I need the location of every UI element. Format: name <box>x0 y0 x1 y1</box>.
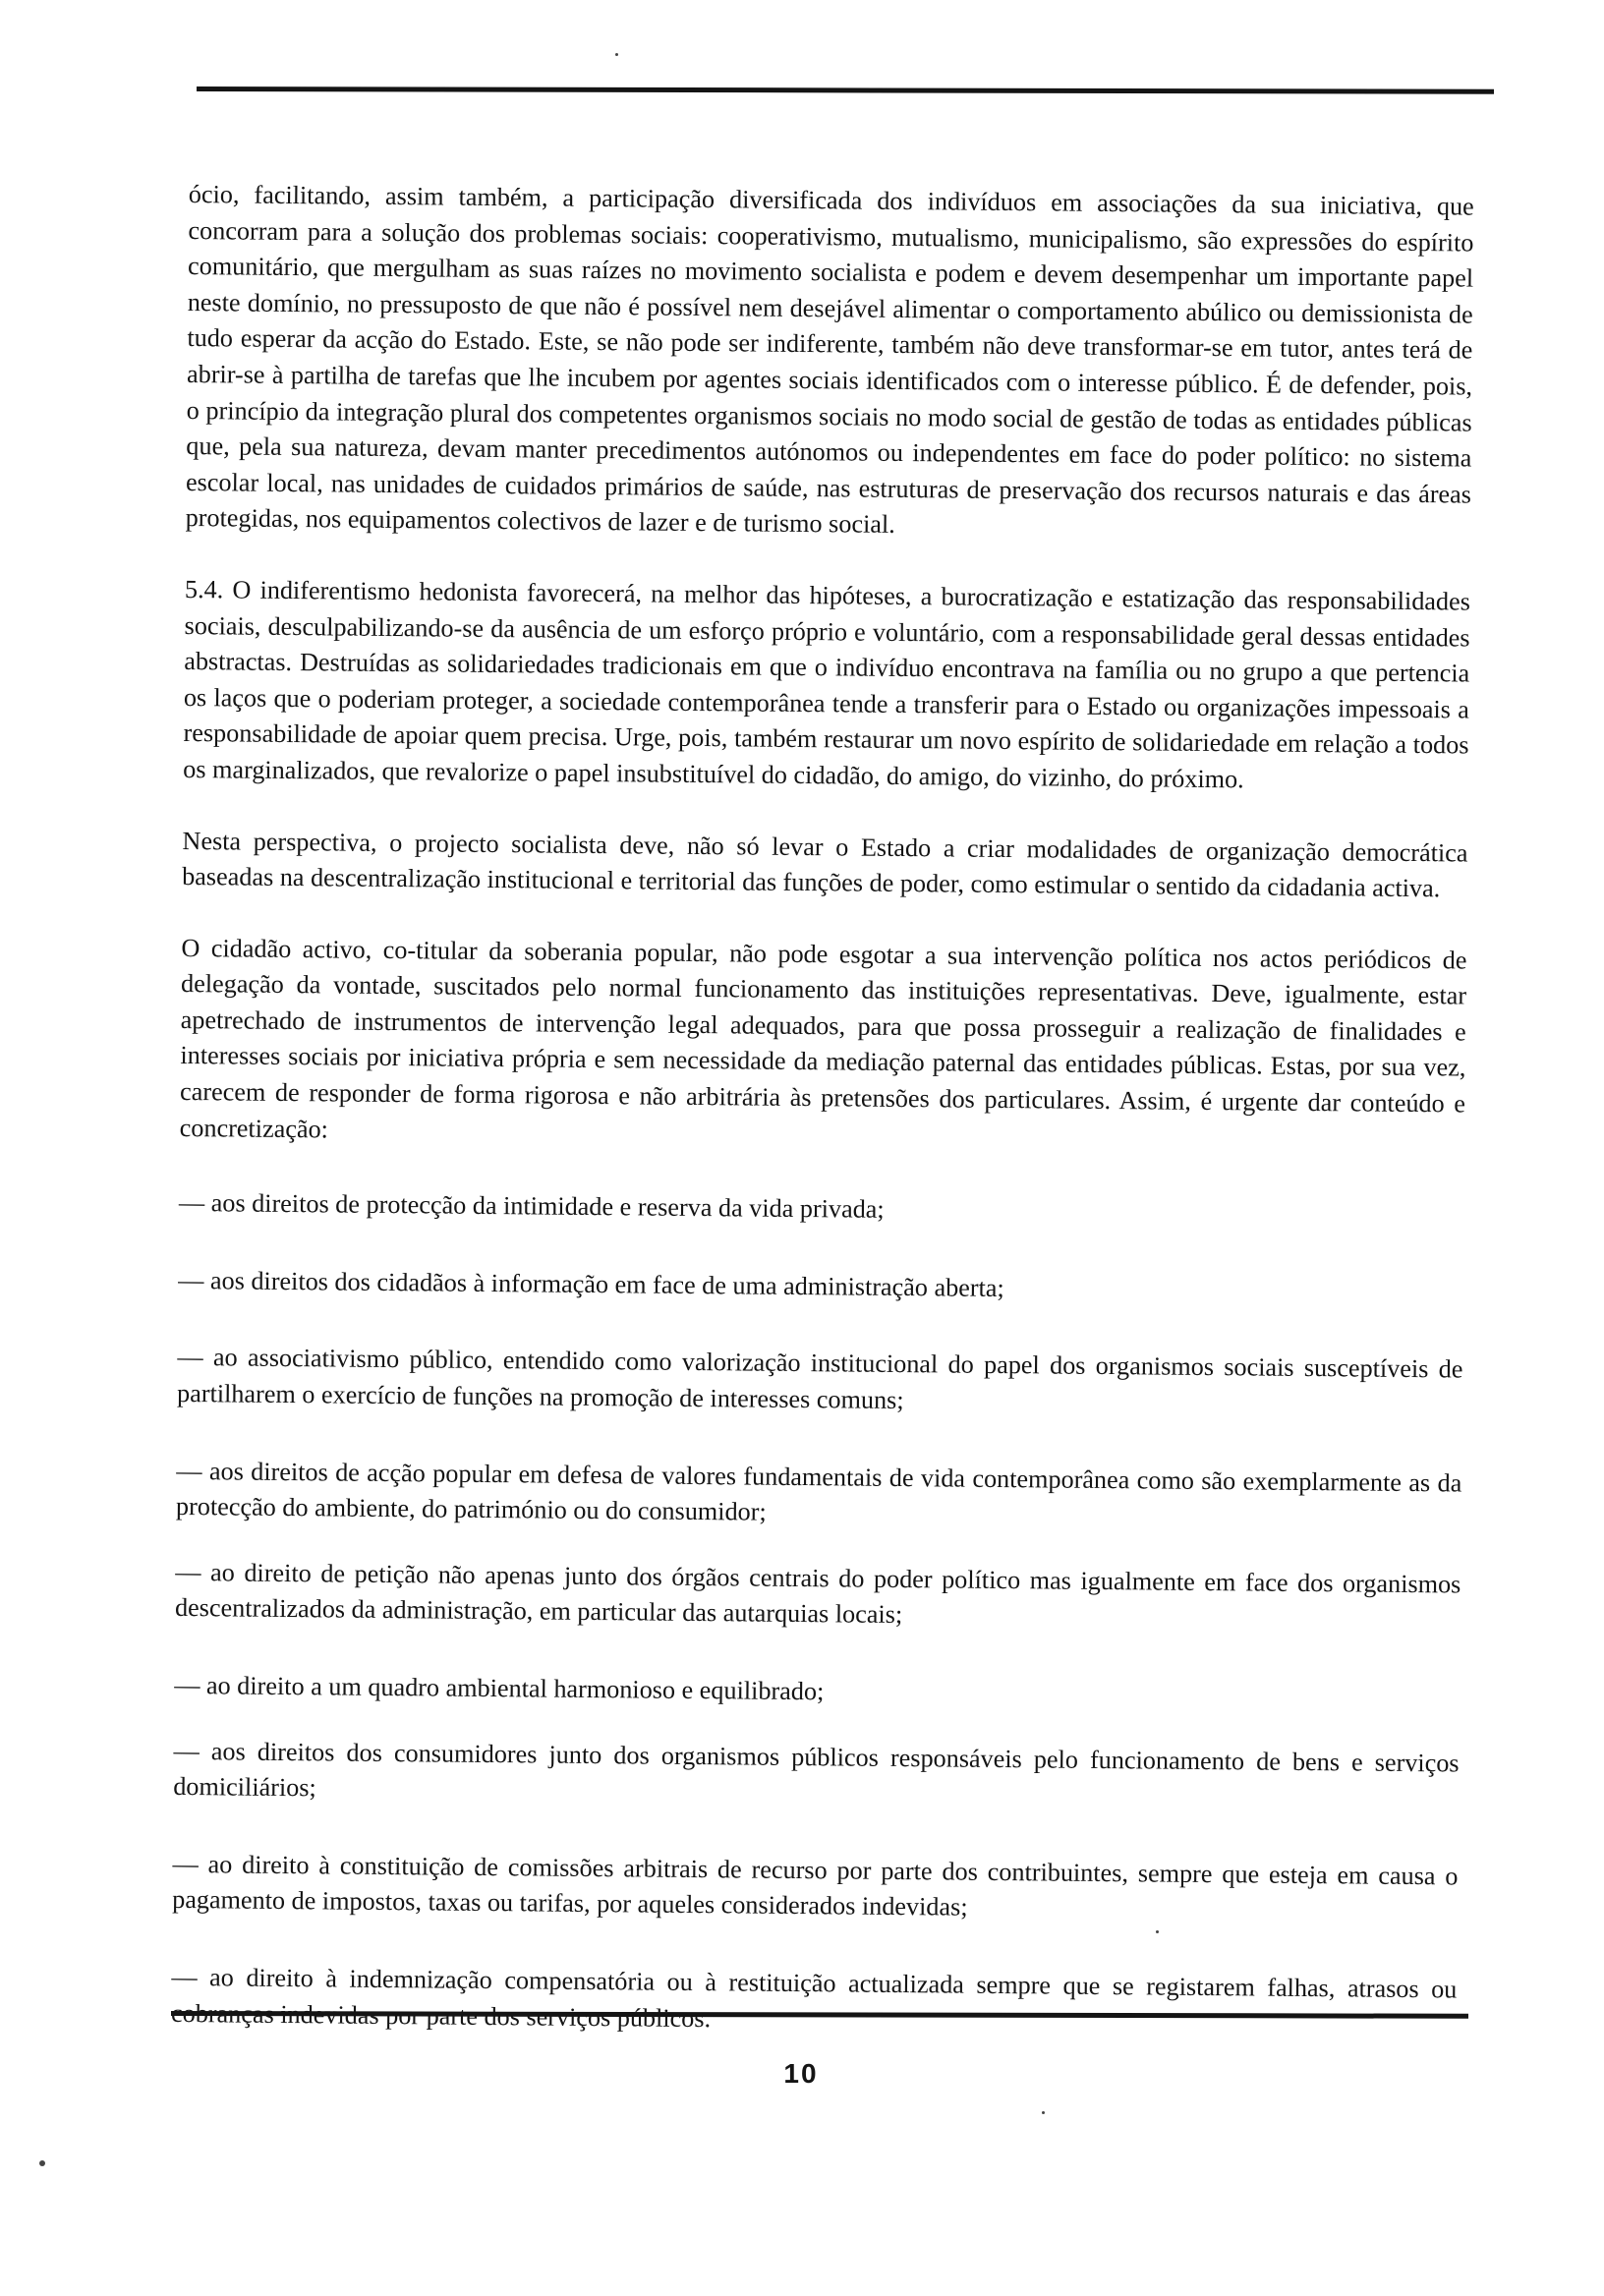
list-item: — ao direito de petição não apenas junto dos órgãos centrais do poder político mas igualmente em face dos organismos descentralizados da administração, em particular das autarquias locais; <box>174 1557 1461 1630</box>
top-rule <box>197 86 1494 94</box>
list-item: — ao direito à constituição de comissões arbitrais de recurso por parte dos contribuintes, sempre que esteja em causa o pagamento de impostos, taxas ou tarifas, por aqueles considerados indevidas; <box>172 1849 1459 1923</box>
scan-speck <box>1156 1930 1159 1933</box>
list-item: — aos direitos de protecção da intimidade e reserva da vida privada; <box>178 1188 885 1225</box>
list-item: — aos direitos dos cidadãos à informação em face de uma administração aberta; <box>178 1265 1004 1302</box>
page-number: 10 <box>783 2058 819 2089</box>
paragraph-section-5-4: 5.4. O indiferentismo hedonista favorecerá, na melhor das hipóteses, a burocratização e estatização das responsabilidades sociais, desculpabilizando-se da ausência de um esforço próprio e voluntário, com a responsabilidade geral dessas entidades abstractas. Destruídas as solidariedades tradicionais em que o indivíduo encontrava na família ou no grupo a que pertencia os laços que o poderiam proteger, a sociedade contemporânea tende a transferir para o Estado ou organizações impessoais a responsabilidade de apoiar quem precisa. Urge, pois, também restaurar um novo espírito de solidariedade em relação a todos os marginalizados, que revalorize o papel insubstituível do cidadão, do amigo, do vizinho, do próximo. <box>183 574 1471 794</box>
list-item: — aos direitos dos consumidores junto dos organismos públicos responsáveis pelo funcionamento de bens e serviços domiciliários; <box>173 1736 1460 1803</box>
body-text <box>171 177 1474 2044</box>
list-item: — ao associativismo público, entendido como valorização institucional do papel dos organismos sociais susceptíveis de partilharem o exercício de funções na promoção de interesses comuns; <box>176 1343 1463 1415</box>
paragraph-perspectiva: Nesta perspectiva, o projecto socialista deve, não só levar o Estado a criar modalidades de organização democrática baseadas na descentralização institucional e territorial das funções de poder, como estimular o sentido da cidadania activa. <box>182 826 1468 903</box>
list-item: — ao direito a um quadro ambiental harmonioso e equilibrado; <box>174 1670 825 1706</box>
scan-speck <box>1042 2111 1045 2114</box>
paragraph-cidadania-participacao: ócio, facilitando, assim também, a participação diversificada dos indivíduos em associações da sua iniciativa, que concorram para a solução dos problemas sociais: cooperativismo, mutualismo, municipalismo, são expressões do espírito comunitário, que mergulham as suas raízes no movimento socialista e podem e devem desempenhar um importante papel neste domínio, no pressuposto de que não é possível nem desejável alimentar o comportamento abúlico ou demissionista de tudo esperar da acção do Estado. Este, se não pode ser indiferente, também não deve transformar-se em tutor, antes terá de abrir-se à partilha de tarefas que lhe incubem por agentes sociais identificados com o interesse público. É de defender, pois, o princípio da integração plural dos competentes organismos sociais no modo social de gestão de todas as entidades públicas que, pela sua natureza, devam manter precedimentos autónomos ou independentes em face do poder político: no sistema escolar local, nas unidades de cuidados primários de saúde, nas estruturas de preservação dos recursos naturais e das áreas protegidas, nos equipamentos colectivos de lazer e de turismo social. <box>185 179 1474 540</box>
list-item: — ao direito à indemnização compensatória ou à restituição actualizada sempre que se registarem falhas, atrasos ou cobranças públicos. <box>170 1962 1458 2033</box>
scan-speck <box>615 53 618 56</box>
scan-speck <box>39 2160 45 2166</box>
paragraph-cidadao-activo: O cidadão activo, co-titular da soberania popular, não pode esgotar a sua intervenção política nos actos periódicos de delegação da vontade, suscitados pelo normal funcionamento das instituições representativas. Deve, igualmente, estar apetrechado de instrumentos de intervenção legal adequados, para que possa prosseguir a realização de finalidades e interesses sociais por iniciativa própria e sem necessidade da mediação paternal das entidades públicas. Estas, por sua vez, carecem de responder de forma rigorosa e não arbitrária às pretensões dos particulares. Assim, é urgente dar conteúdo e concretização: <box>179 933 1467 1144</box>
list-item: — aos direitos de acção popular em defesa de valores fundamentais de vida contemporânea como são exemplarmente as da protecção do ambiente, do património ou do consumidor; <box>175 1456 1462 1526</box>
